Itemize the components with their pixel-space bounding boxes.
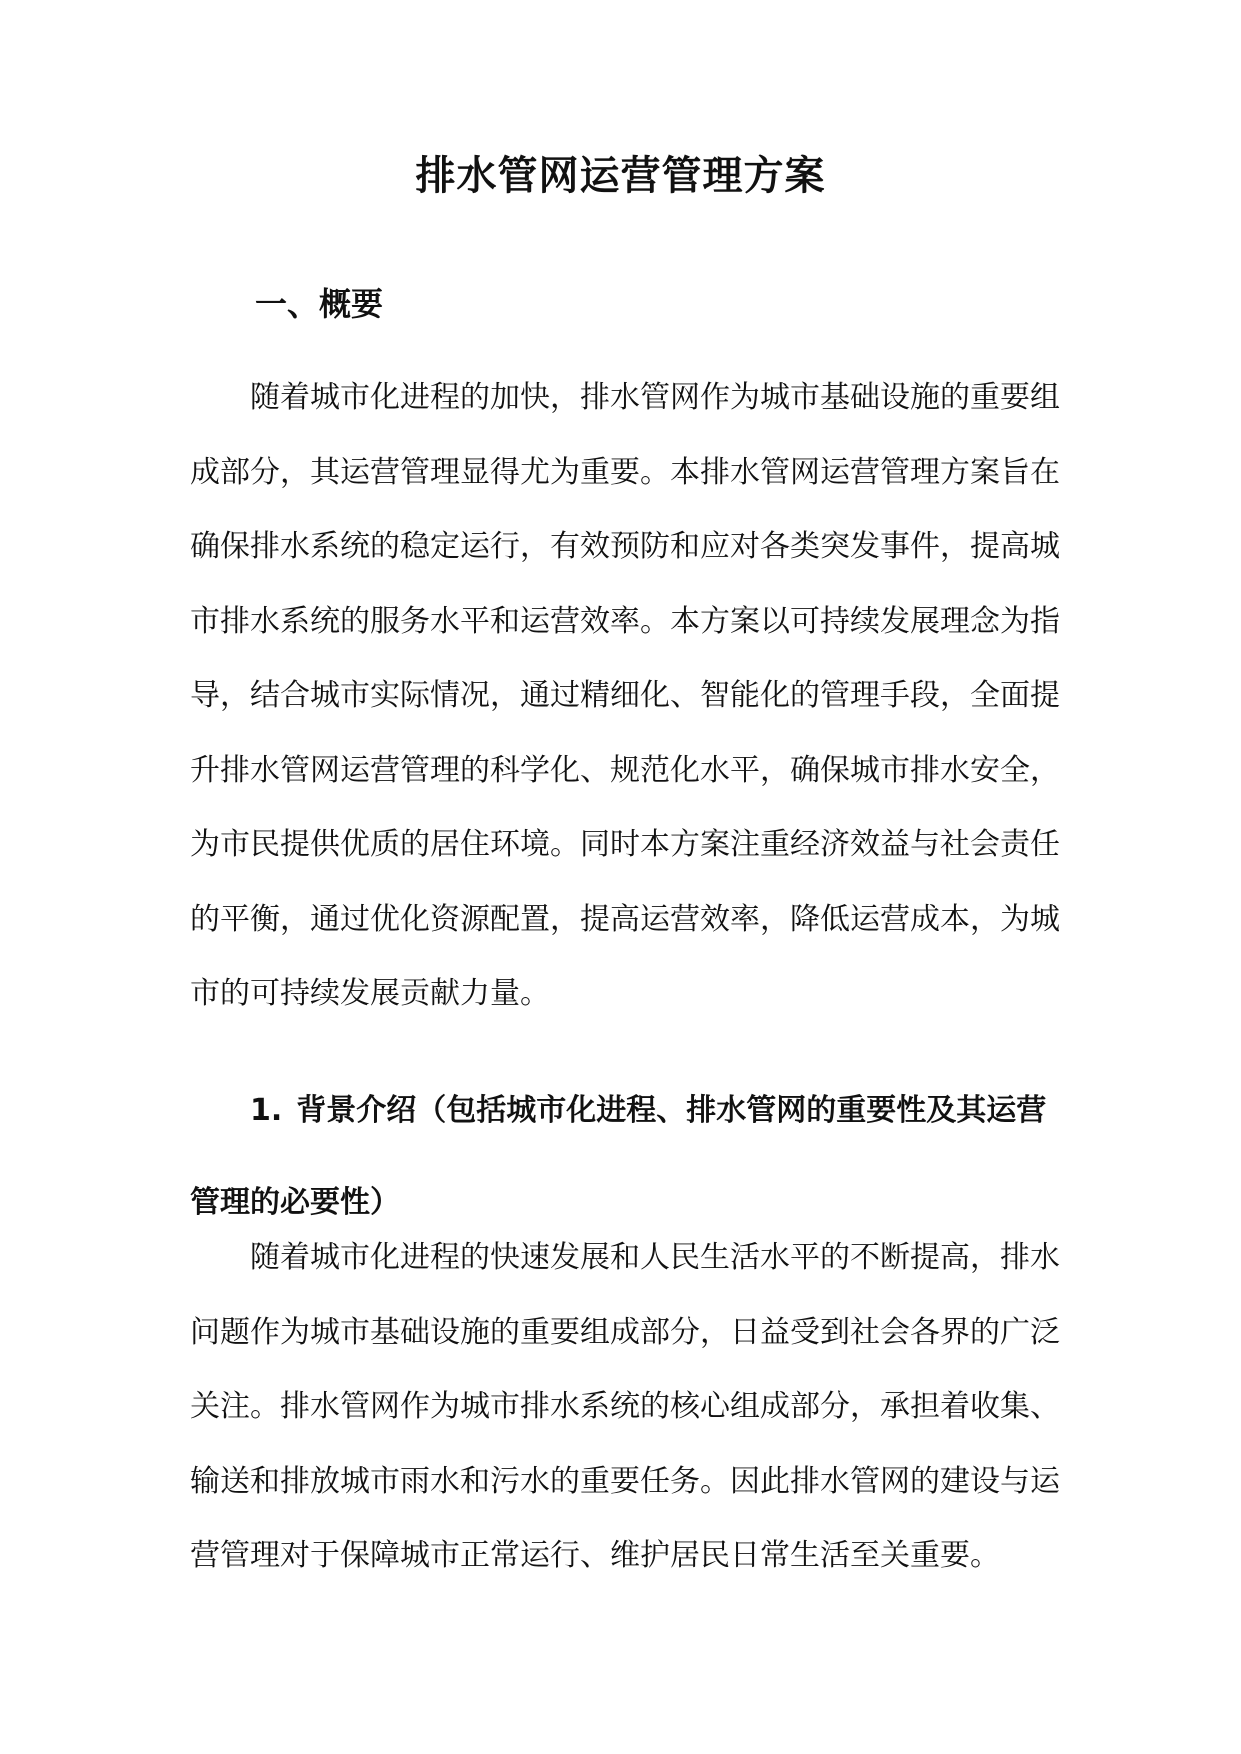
subsection-number: 1.: [250, 1093, 283, 1128]
background-paragraph: 随着城市化进程的快速发展和人民生活水平的不断提高，排水问题作为城市基础设施的重要组成部分，日益受到社会各界的广泛关注。排水管网作为城市排水系统的核心组成部分，承担着收集、输送和排放城市雨水和污水的重要任务。因此排水管网的建设与运营管理对于保障城市正常运行、维护居民日常生活至关重要。: [190, 1240, 1060, 1573]
subsection-heading-text: 背景介绍（包括城市化进程、排水管网的重要性及其运营管理的必要性）: [190, 1093, 1047, 1220]
section-heading-overview: 一、概要: [255, 285, 384, 323]
document-title: 排水管网运营管理方案: [415, 152, 826, 199]
overview-paragraph: 随着城市化进程的加快，排水管网作为城市基础设施的重要组成部分，其运营管理显得尤为重要。本排水管网运营管理方案旨在确保排水系统的稳定运行，有效预防和应对各类突发事件，提高城市排水系统的服务水平和运营效率。本方案以可持续发展理念为指导，结合城市实际情况，通过精细化、智能化的管理手段，全面提升排水管网运营管理的科学化、规范化水平，确保城市排水安全，为市民提供优质的居住环境。同时本方案注重经济效益与社会责任的平衡，通过优化资源配置，提高运营效率，降低运营成本，为城市的可持续发展贡献力量。: [190, 380, 1060, 1011]
